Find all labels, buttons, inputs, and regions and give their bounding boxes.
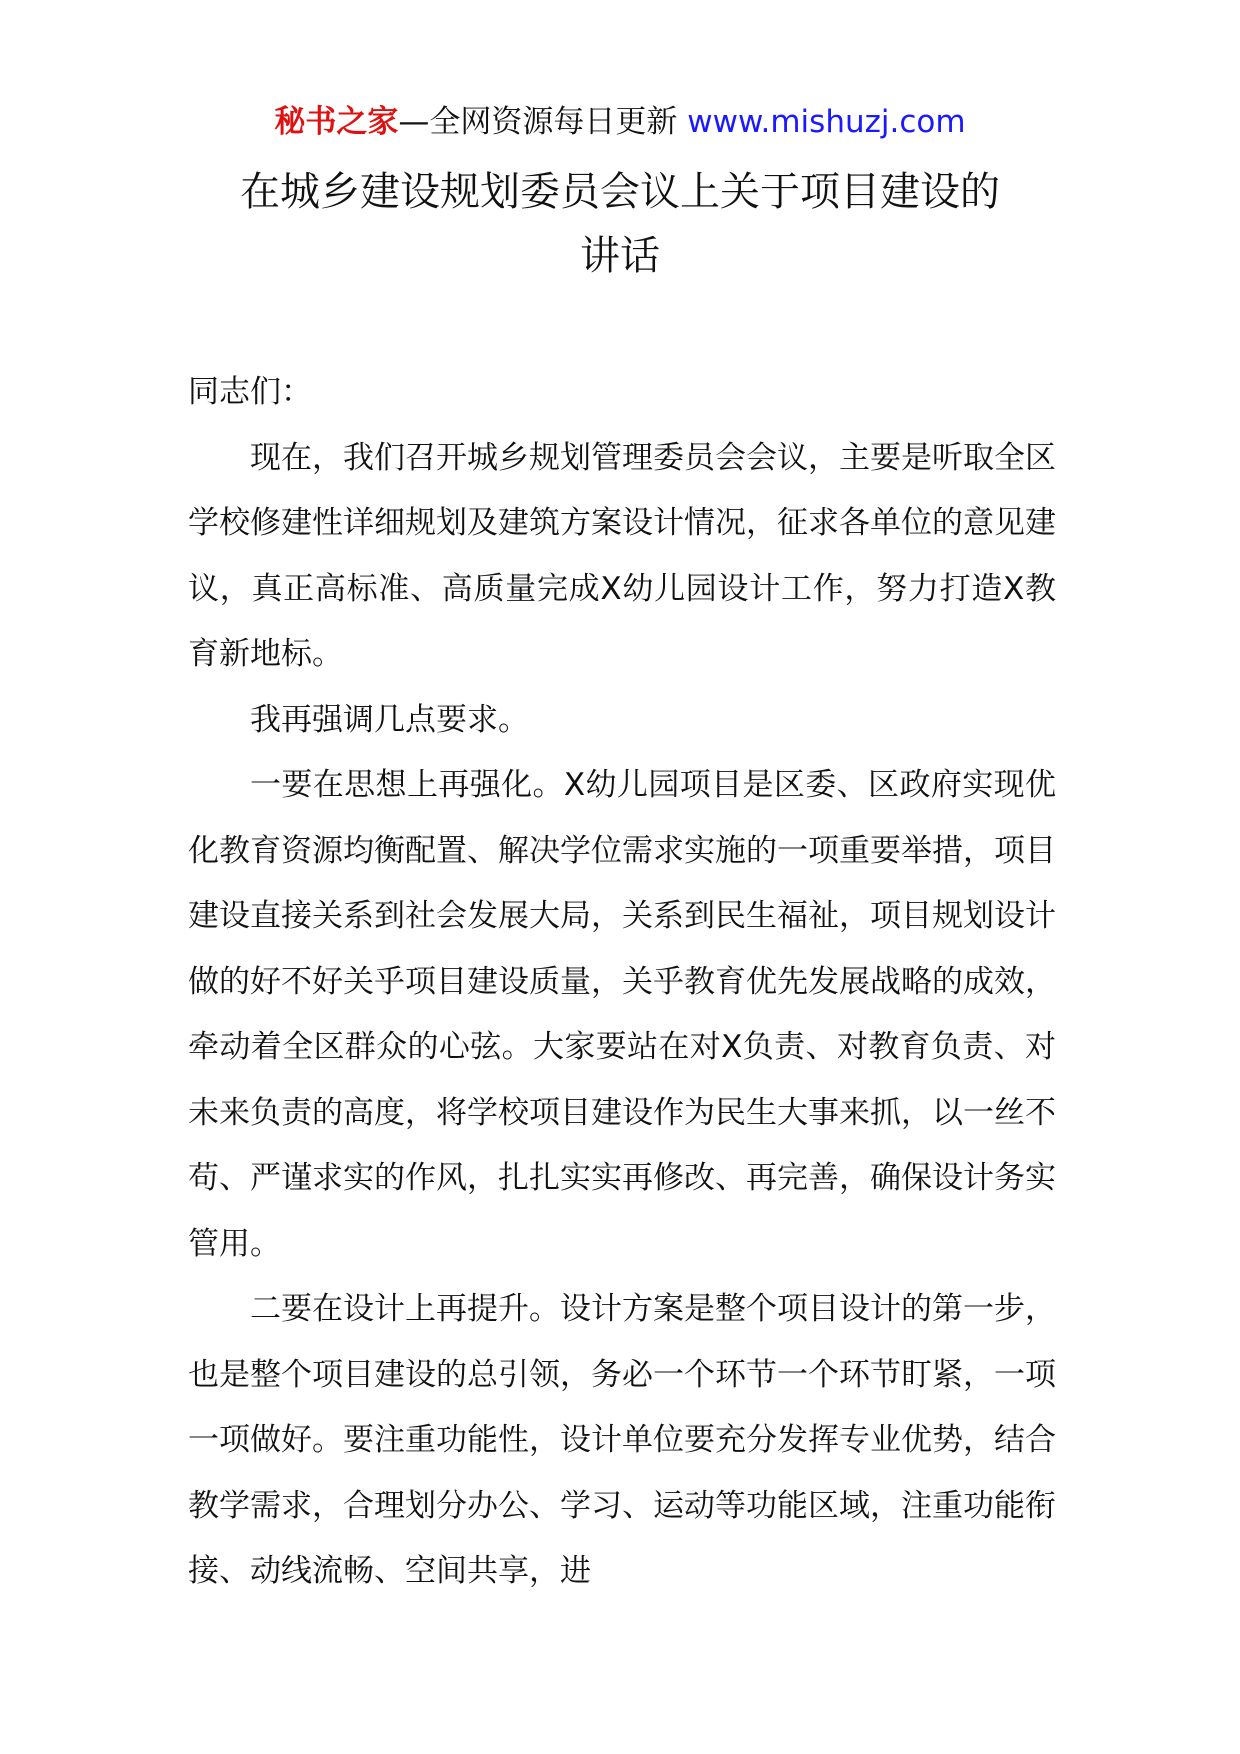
document-body <box>188 360 1056 1605</box>
source-header <box>0 100 1240 144</box>
header-tagline: —全网资源每日更新 <box>398 104 688 140</box>
title-line-1: 在城乡建设规划委员会议上关于项目建设的 <box>240 169 1000 215</box>
paragraph-point-one: 一要在思想上再强化。X幼儿园项目是区委、区政府实现优化教育资源均衡配置、解决学位需求实施的一项重要举措，项目建设直接关系到社会发展大局，关系到民生福祉，项目规划设计做的好不好关乎项目建设质量，关乎教育优先发展战略的成效，牵动着全区群众的心弦。大家要站在对X负责、对教育负责、对未来负责的高度，将学校项目建设作为民生大事来抓，以一丝不苟、严谨求实的作风，扎扎实实再修改、再完善，确保设计务实管用。 <box>188 767 1056 1262</box>
brand-name: 秘书之家 <box>274 104 399 140</box>
salutation: 同志们： <box>188 374 312 410</box>
paragraph-point-two: 二要在设计上再提升。设计方案是整个项目设计的第一步，也是整个项目建设的总引领，务必一个环节一个环节盯紧，一项一项做好。要注重功能性，设计单位要充分发挥专业优势，结合教学需求，合理划分办公、学习、运动等功能区域，注重功能衔接、动线流畅、空间共享，进 <box>188 1291 1056 1589</box>
document-title <box>0 160 1240 288</box>
site-url-link[interactable]: www.mishuzj.com <box>687 104 966 140</box>
title-line-2: 讲话 <box>580 233 660 279</box>
paragraph-requirements-intro: 我再强调几点要求。 <box>250 701 529 738</box>
paragraph-opening: 现在，我们召开城乡规划管理委员会会议，主要是听取全区学校修建性详细规划及建筑方案设计情况，征求各单位的意见建议，真正高标准、高质量完成X幼儿园设计工作，努力打造X教育新地标。 <box>188 439 1056 672</box>
